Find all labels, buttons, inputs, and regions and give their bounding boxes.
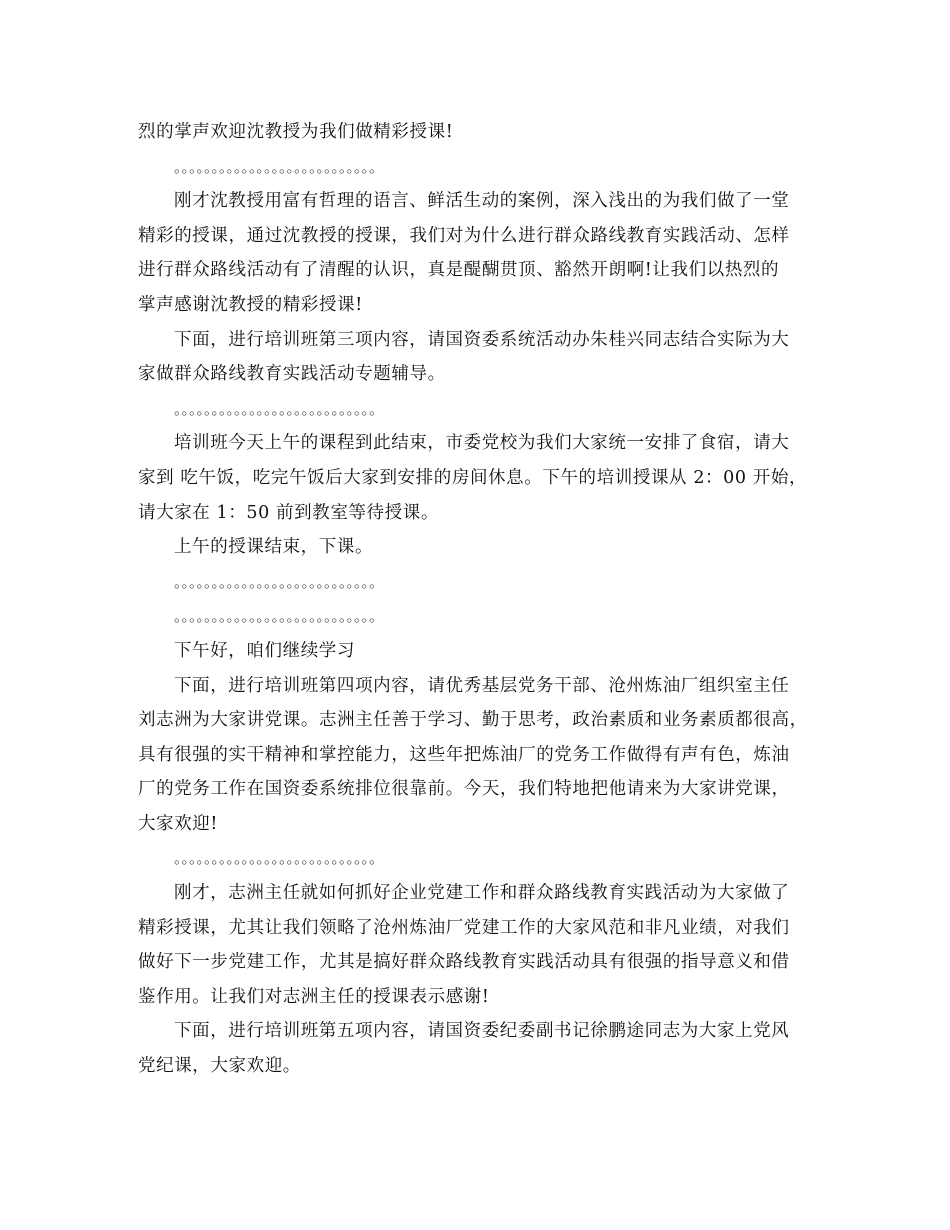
text-line: 刚才，志洲主任就如何抓好企业党建工作和群众路线教育实践活动为大家做了 bbox=[174, 883, 790, 904]
text-line: 烈的掌声欢迎沈教授为我们做精彩授课! bbox=[138, 122, 454, 142]
document-body bbox=[138, 115, 824, 1084]
text-line: 上午的授课结束，下课。 bbox=[174, 537, 374, 558]
text-line: 精彩的授课，通过沈教授的授课，我们对为什么进行群众路线教育实践活动、怎样 bbox=[138, 225, 790, 246]
separator-dots: 。。。。。。。。。。。。。。。。。。。。。。。。。。。 bbox=[174, 572, 385, 591]
text-line: 家到 吃午饭，吃完午饭后大家到安排的房间休息。下午的培训授课从 2：00 开始， bbox=[138, 467, 808, 488]
text-line: 刚才沈教授用富有哲理的语言、鲜活生动的案例，深入浅出的为我们做了一堂 bbox=[174, 191, 790, 212]
text-line: 培训班今天上午的课程到此结束，市委党校为我们大家统一安排了食宿，请大 bbox=[174, 433, 790, 454]
text-line: 具有很强的实干精神和掌控能力，这些年把炼油厂的党务工作做得有声有色，炼油 bbox=[138, 744, 790, 765]
text-line: 下午好，咱们继续学习 bbox=[174, 640, 355, 661]
text-line: 请大家在 1：50 前到教室等待授课。 bbox=[138, 502, 439, 523]
text-line: 厂的党务工作在国资委系统排位很靠前。今天，我们特地把他请来为大家讲党课， bbox=[138, 779, 790, 800]
separator-dots: 。。。。。。。。。。。。。。。。。。。。。。。。。。。 bbox=[174, 607, 385, 626]
text-line: 精彩授课，尤其让我们领略了沧州炼油厂党建工作的大家风范和非凡业绩，对我们 bbox=[138, 917, 790, 938]
text-line: 大家欢迎! bbox=[138, 813, 219, 834]
text-line: 掌声感谢沈教授的精彩授课! bbox=[138, 294, 363, 315]
separator-dots: 。。。。。。。。。。。。。。。。。。。。。。。。。。。 bbox=[174, 849, 385, 868]
text-line: 下面，进行培训班第三项内容，请国资委系统活动办朱桂兴同志结合实际为大 bbox=[174, 329, 790, 350]
separator-dots: 。。。。。。。。。。。。。。。。。。。。。。。。。。。 bbox=[174, 399, 385, 418]
text-line: 进行群众路线活动有了清醒的认识，真是醍醐贯顶、豁然开朗啊!让我们以热烈的 bbox=[138, 260, 780, 281]
text-line: 刘志洲为大家讲党课。志洲主任善于学习、勤于思考，政治素质和业务素质都很高， bbox=[138, 710, 808, 731]
text-line: 家做群众路线教育实践活动专题辅导。 bbox=[138, 364, 446, 385]
separator-dots: 。。。。。。。。。。。。。。。。。。。。。。。。。。。 bbox=[174, 157, 385, 176]
text-line: 做好下一步党建工作，尤其是搞好群众路线教育实践活动具有很强的指导意义和借 bbox=[138, 952, 790, 973]
text-line: 下面，进行培训班第四项内容，请优秀基层党务干部、沧州炼油厂组织室主任 bbox=[174, 675, 790, 696]
text-line: 鉴作用。让我们对志洲主任的授课表示感谢! bbox=[138, 986, 490, 1007]
text-line: 下面，进行培训班第五项内容，请国资委纪委副书记徐鹏途同志为大家上党风 bbox=[174, 1021, 790, 1042]
text-line: 党纪课，大家欢迎。 bbox=[138, 1056, 301, 1077]
